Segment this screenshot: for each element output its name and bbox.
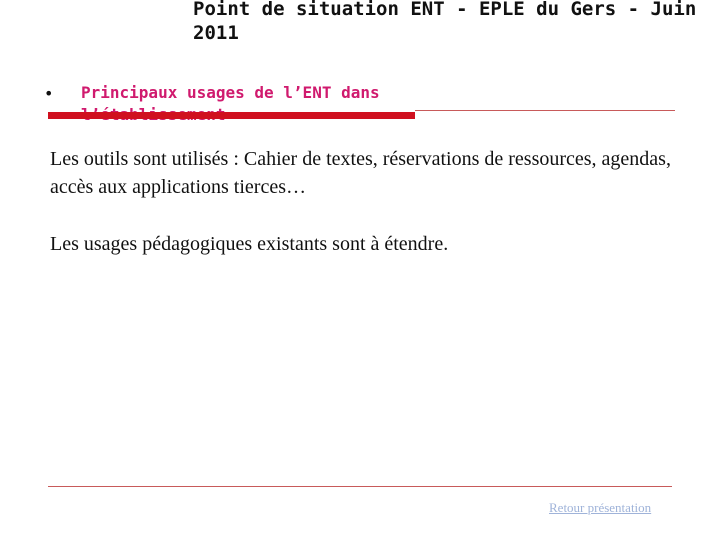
paragraph-usages: Les usages pédagogiques existants sont à étendre. <box>50 233 449 255</box>
slide-title: Point de situation ENT - EPLE du Gers - Juin 2011 <box>193 0 697 44</box>
top-divider <box>415 110 675 111</box>
bottom-divider <box>48 486 672 487</box>
heading-accent-bar <box>48 112 415 119</box>
paragraph-tools: Les outils sont utilisés : Cahier de textes, réservations de ressources, agendas, accès aux applications tierces… <box>50 148 671 198</box>
section-heading: Principaux usages de l’ENT dans <box>81 83 380 102</box>
back-to-presentation-link[interactable]: Retour présentation <box>549 500 652 515</box>
bullet-icon: • <box>44 84 54 103</box>
